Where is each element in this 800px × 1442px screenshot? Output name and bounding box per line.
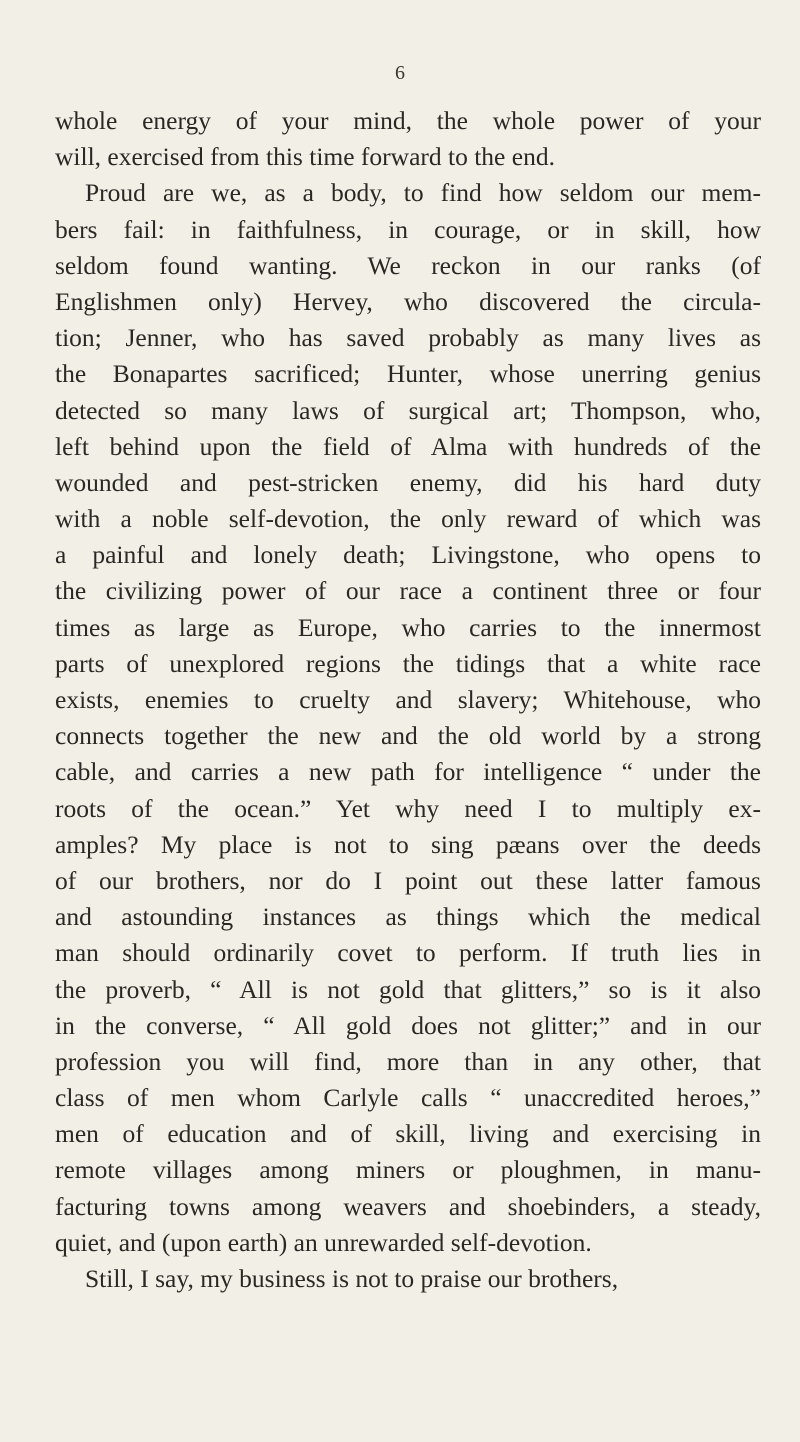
text-line: Proud are we, as a body, to find how seldom our mem- <box>85 178 761 208</box>
body-text <box>55 103 761 1297</box>
text-line: quiet, and (upon earth) an unrewarded self-devotion. <box>55 1227 592 1257</box>
text-line: whole energy of your mind, the whole power of your <box>55 106 761 135</box>
text-line: facturing towns among weavers and shoebinders, a steady, <box>55 1191 761 1221</box>
text-line: exists, enemies to cruelty and slavery; Whitehouse, who <box>55 685 761 714</box>
text-line: amples? My place is not to sing pæans over the deeds <box>55 829 761 859</box>
text-line: man should ordinarily covet to perform. If truth lies in <box>55 938 761 968</box>
text-line: and astounding instances as things which the medical <box>55 902 761 932</box>
text-line: men of education and of skill, living and exercising in <box>55 1119 761 1149</box>
text-line: connects together the new and the old world by a strong <box>55 721 761 751</box>
text-line: the civilizing power of our race a continent three or four <box>55 576 761 606</box>
text-line: the proverb, “ All is not gold that glitters,” so is it also <box>55 974 761 1004</box>
text-line: Englishmen only) Hervey, who discovered the circula- <box>55 286 761 316</box>
text-line: left behind upon the field of Alma with hundreds of the <box>55 431 761 461</box>
text-line: class of men whom Carlyle calls “ unaccredited heroes,” <box>55 1083 761 1113</box>
text-line: a painful and lonely death; Livingstone, who opens to <box>55 540 761 570</box>
text-line: cable, and carries a new path for intelligence “ under the <box>55 757 761 787</box>
text-line: with a noble self-devotion, the only reward of which was <box>55 504 761 534</box>
page-number: 6 <box>395 62 405 84</box>
text-line: will, exercised from this time forward to the end. <box>55 142 555 172</box>
text-line: in the converse, “ All gold does not glitter;” and in our <box>55 1010 761 1040</box>
text-line: the Bonapartes sacrificed; Hunter, whose unerring genius <box>55 359 761 389</box>
text-line: remote villages among miners or ploughmen, in manu- <box>55 1155 761 1185</box>
text-line: roots of the ocean.” Yet why need I to multiply ex- <box>55 793 761 823</box>
text-line: times as large as Europe, who carries to the innermost <box>55 612 761 642</box>
text-line: of our brothers, nor do I point out these latter famous <box>55 865 761 895</box>
text-line: detected so many laws of surgical art; Thompson, who, <box>55 395 761 425</box>
text-line: wounded and pest-stricken enemy, did his hard duty <box>55 467 761 497</box>
text-line: tion; Jenner, who has saved probably as many lives as <box>55 323 761 353</box>
text-line: seldom found wanting. We reckon in our ranks (of <box>55 250 761 280</box>
text-line: bers fail: in faithfulness, in courage, or in skill, how <box>55 214 761 244</box>
text-line: Still, I say, my business is not to praise our brothers, <box>85 1264 619 1293</box>
text-line: profession you will find, more than in any other, that <box>55 1046 761 1076</box>
text-line: parts of unexplored regions the tidings that a white race <box>55 648 761 678</box>
